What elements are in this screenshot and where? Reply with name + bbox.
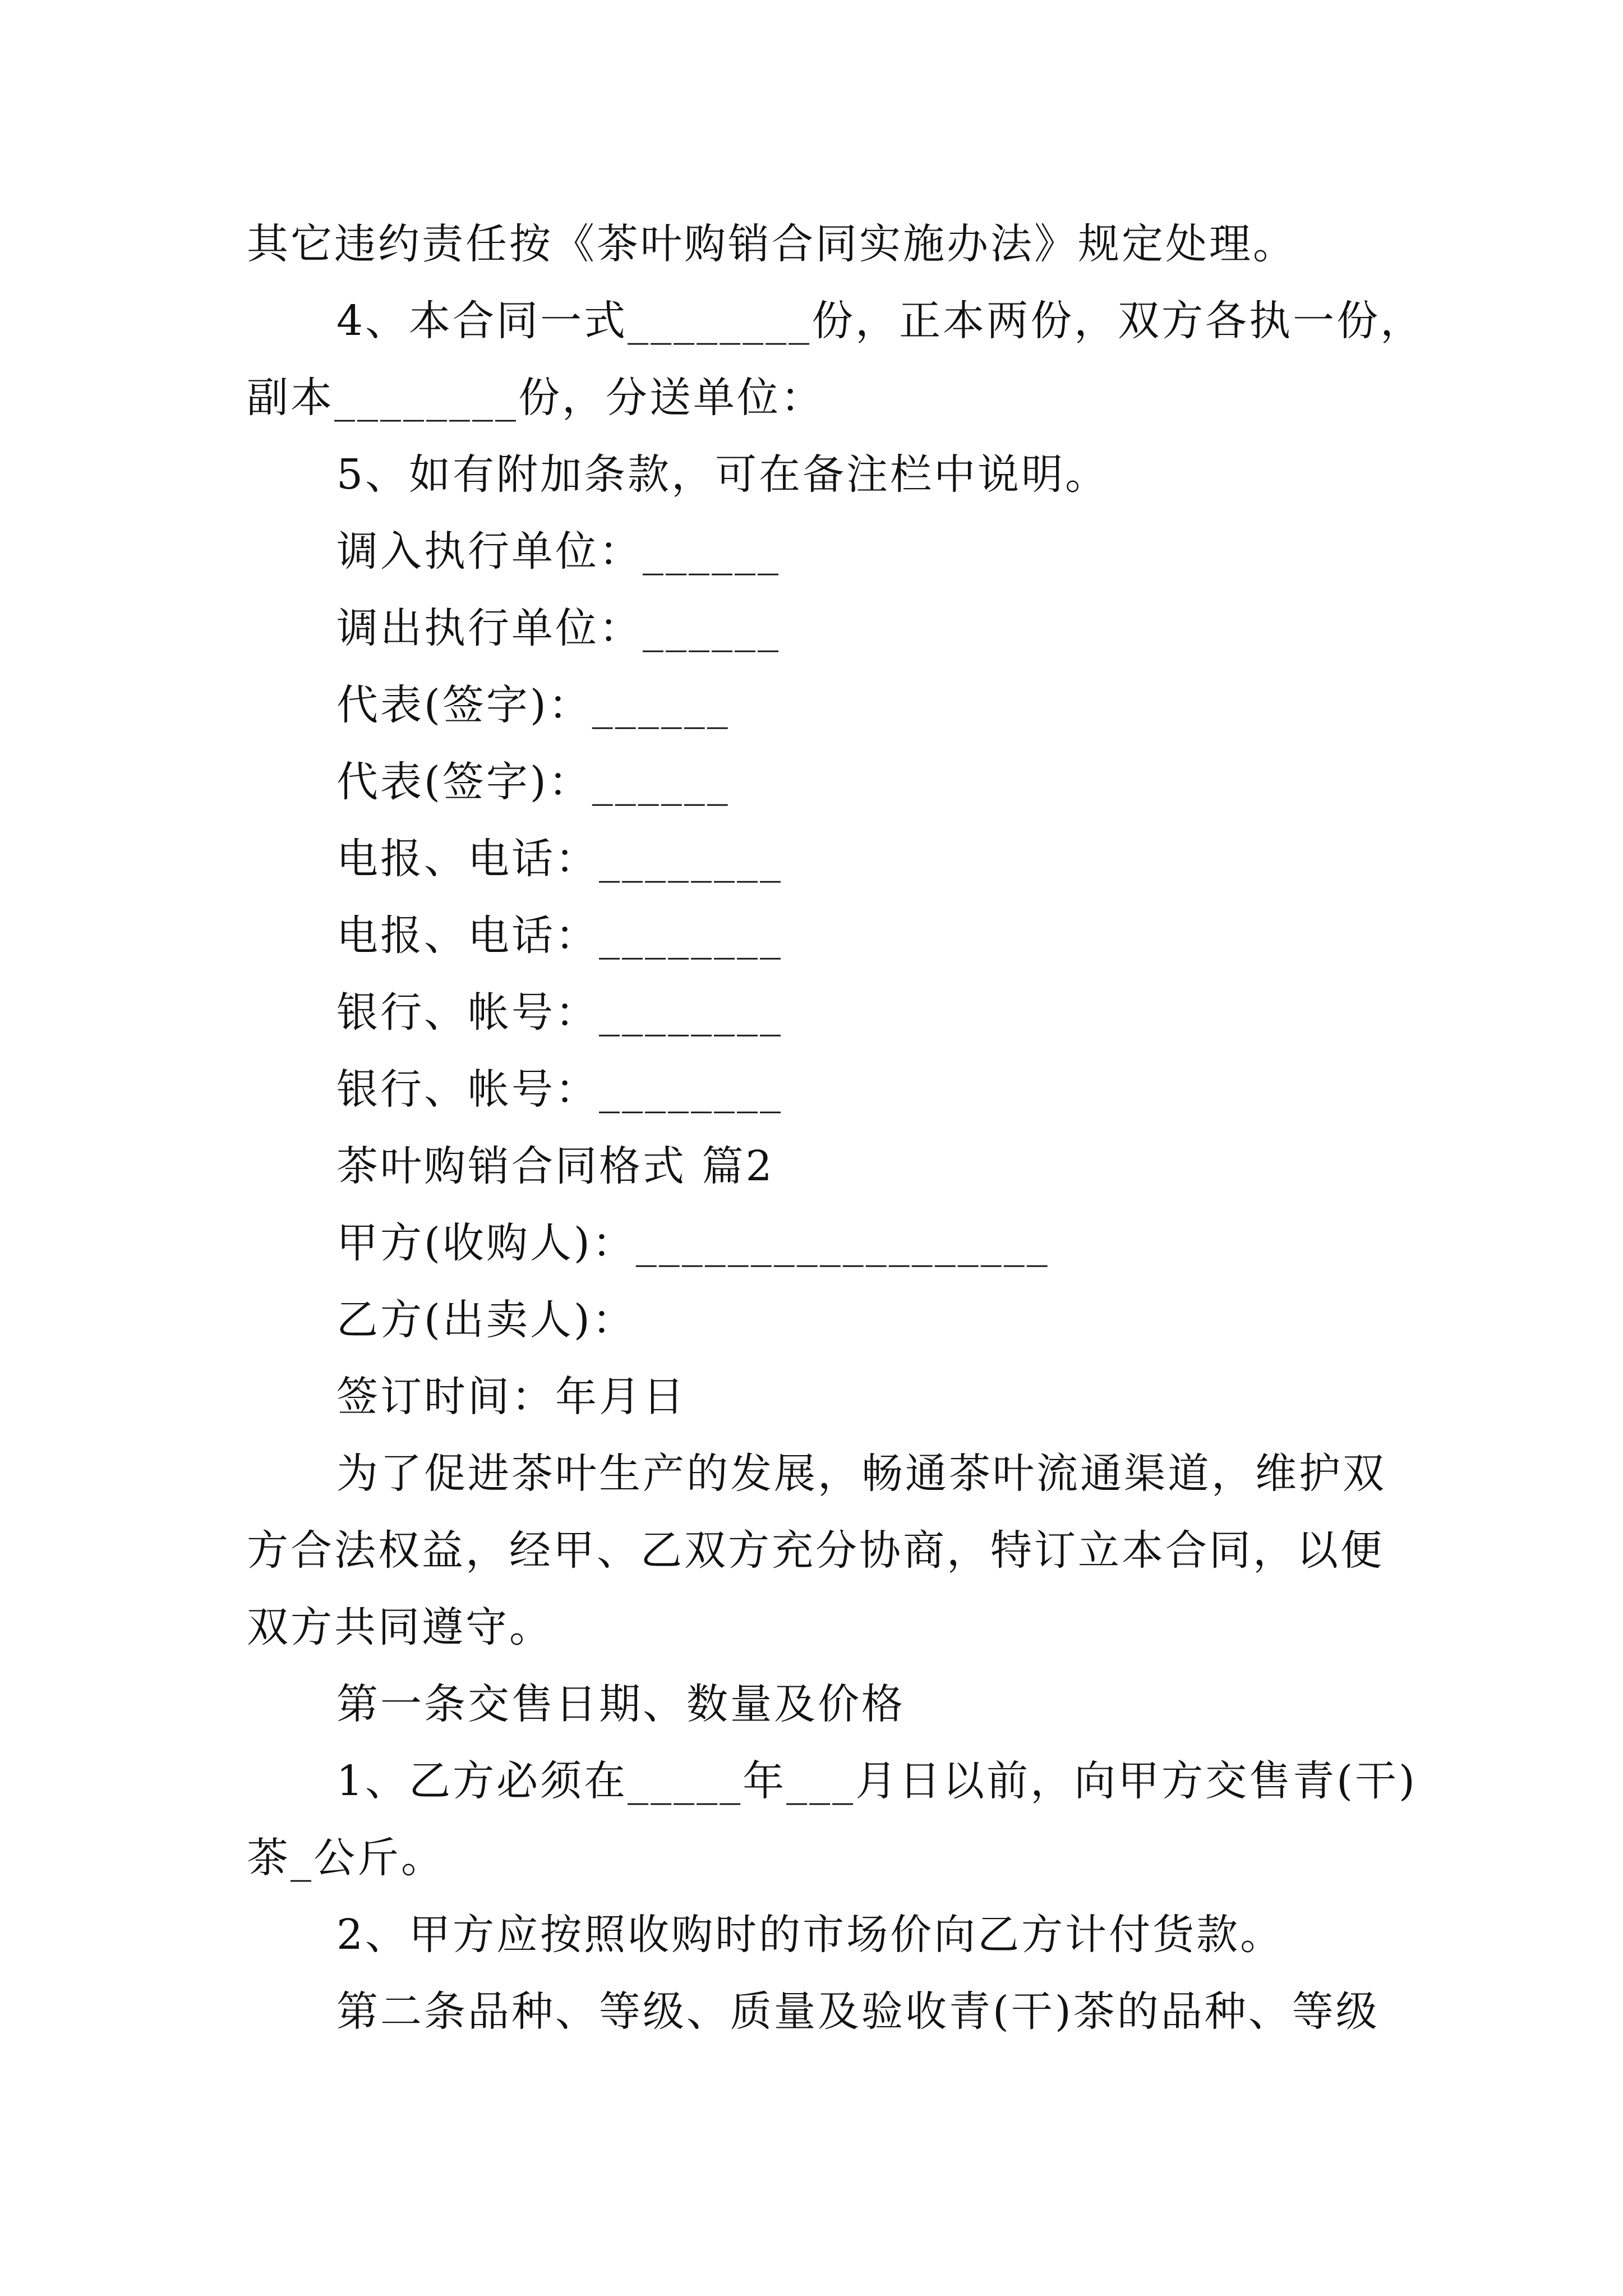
field-representative-2: 代表(签字)：______ [336, 758, 730, 806]
text-line-preamble-3: 双方共同遵守。 [247, 1603, 553, 1651]
article-2-heading: 第二条品种、等级、质量及验收青(干)茶的品种、等级 [336, 1987, 1380, 2036]
text-line-additional-terms: 5、如有附加条款，可在备注栏中说明。 [336, 450, 1109, 499]
field-transfer-out-unit: 调出执行单位：______ [336, 604, 781, 652]
field-party-b: 乙方(出卖人)： [336, 1296, 636, 1344]
section-title: 茶叶购销合同格式 篇2 [336, 1142, 774, 1190]
text-line-preamble-2: 方合法权益，经甲、乙双方充分协商，特订立本合同，以便 [247, 1526, 1384, 1575]
field-telegram-phone-2: 电报、电话：________ [336, 912, 783, 960]
field-representative-1: 代表(签字)：______ [336, 681, 730, 729]
article-1-item-2: 2、甲方应按照收购时的市场价向乙方计付货款。 [336, 1911, 1284, 1959]
text-line-violation: 其它违约责任按《茶叶购销合同实施办法》规定处理。 [247, 220, 1297, 268]
field-transfer-in-unit: 调入执行单位：______ [336, 527, 781, 576]
text-line-preamble-1: 为了促进茶叶生产的发展，畅通茶叶流通渠道，维护双 [336, 1450, 1386, 1498]
field-telegram-phone-1: 电报、电话：________ [336, 835, 783, 883]
field-signing-date: 签订时间：年月日 [336, 1373, 686, 1421]
text-line-duplicate: 副本________份，分送单位： [247, 374, 824, 422]
text-line-copies: 4、本合同一式________份，正本两份，双方各执一份， [336, 297, 1424, 345]
article-1-heading: 第一条交售日期、数量及价格 [336, 1680, 905, 1728]
field-bank-account-1: 银行、帐号：________ [336, 988, 783, 1037]
article-1-item-1: 1、乙方必须在_____年___月日以前，向甲方交售青(干) [336, 1757, 1417, 1805]
field-party-a: 甲方(收购人)：__________________ [336, 1219, 1050, 1267]
field-bank-account-2: 银行、帐号：________ [336, 1065, 783, 1114]
article-1-item-1-cont: 茶_公斤。 [247, 1834, 445, 1882]
